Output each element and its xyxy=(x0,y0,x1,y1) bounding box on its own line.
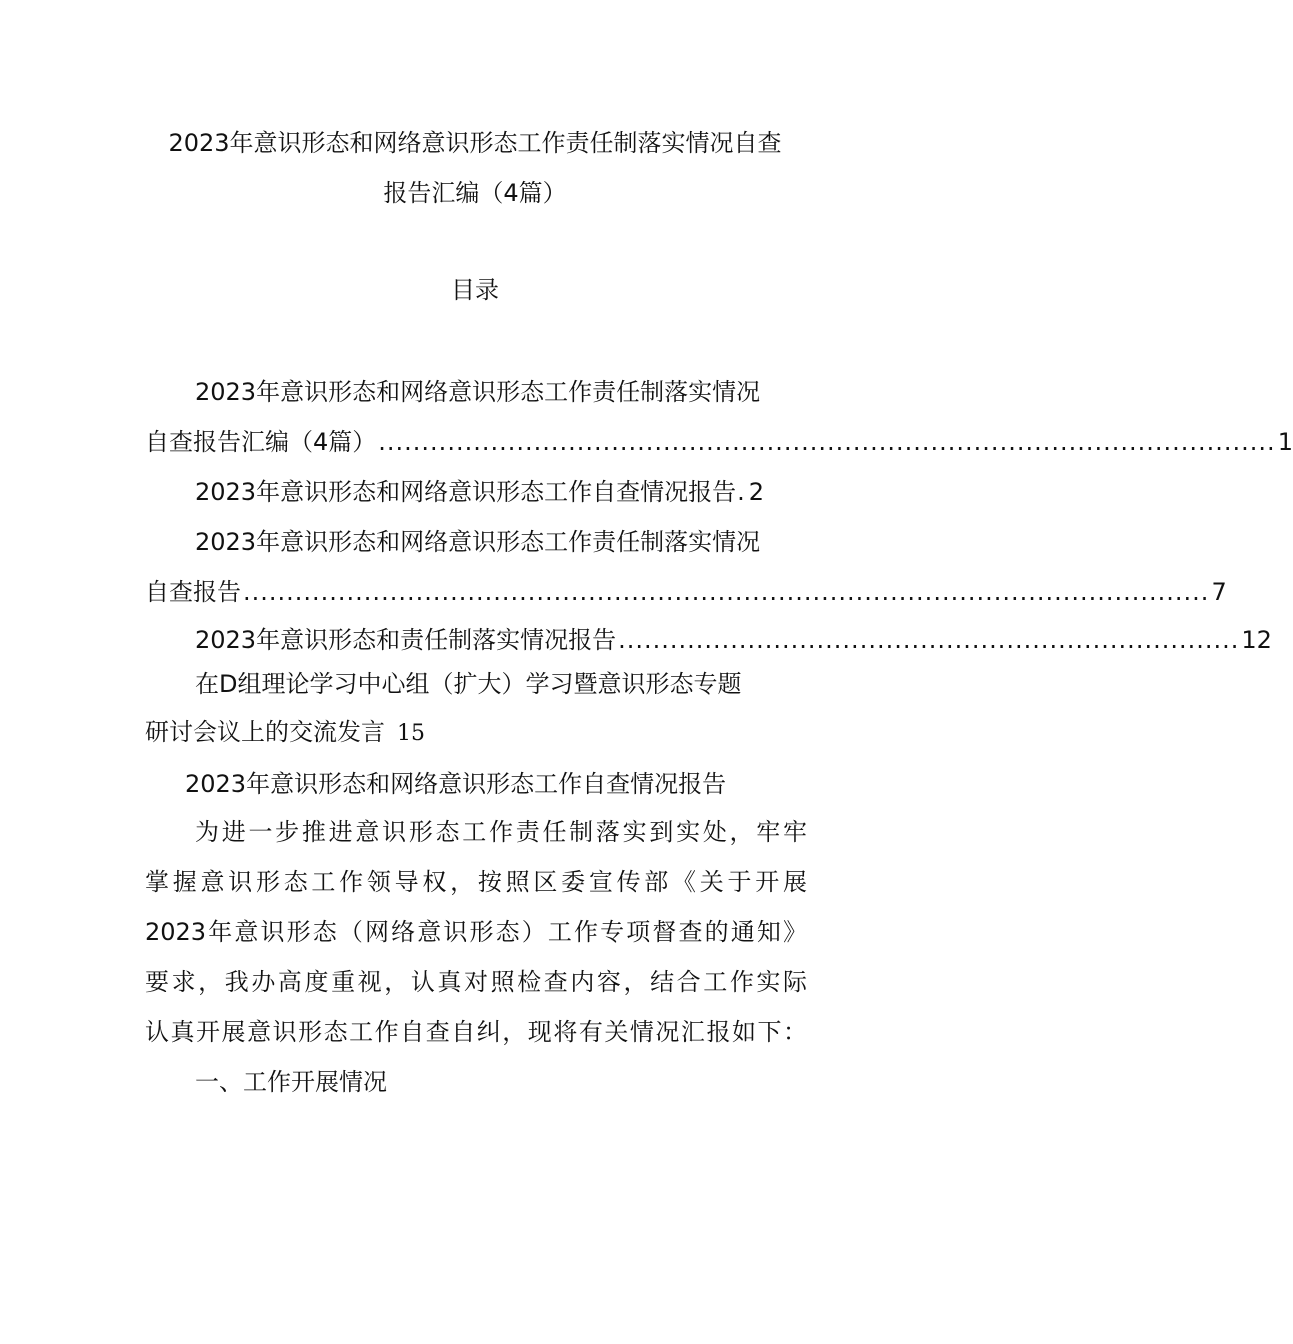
toc-entry-3-page: 7 xyxy=(1211,578,1227,606)
toc-leader-dots: . xyxy=(737,478,746,506)
toc-entry-4-title: 2023年意识形态和责任制落实情况报告 xyxy=(195,626,617,654)
toc-entry-1-line-1: 2023年意识形态和网络意识形态工作责任制落实情况 xyxy=(195,378,761,406)
toc-entry-2-title: 2023年意识形态和网络意识形态工作自查情况报告 xyxy=(195,478,737,506)
paragraph-line-3: 2023年意识形态（网络意识形态）工作专项督查的通知》 xyxy=(145,918,807,946)
toc-entry-5-line-2 xyxy=(145,712,807,752)
toc-entry-1-page: 1 xyxy=(1277,428,1293,456)
heading-1: 一、工作开展情况 xyxy=(195,1068,387,1096)
paragraph-line-2: 掌握意识形态工作领导权，按照区委宣传部《关于开展 xyxy=(145,868,807,896)
paragraph-line-5: 认真开展意识形态工作自查自纠，现将有关情况汇报如下： xyxy=(145,1018,807,1046)
toc-entry-3-line-2 xyxy=(145,572,1227,612)
paragraph-line-1: 为进一步推进意识形态工作责任制落实到实处，牢牢 xyxy=(195,818,807,846)
toc-entry-2 xyxy=(145,472,807,512)
toc-leader-dots: ........................................................................................................ xyxy=(378,428,1276,456)
toc-entry-5-title: 研讨会议上的交流发言 xyxy=(145,718,385,746)
doc-title-line-2: 报告汇编（4篇） xyxy=(383,179,567,207)
toc-entry-4-page: 12 xyxy=(1241,626,1272,654)
toc-leader-dots: ................................................................................................................ xyxy=(243,578,1210,606)
toc-entry-1-title: 自查报告汇编（4篇） xyxy=(145,428,377,456)
toc-entry-1-line-2 xyxy=(145,422,1293,462)
toc-entry-5-line-1: 在D组理论学习中心组（扩大）学习暨意识形态专题 xyxy=(195,670,742,698)
toc-entry-2-page: 2 xyxy=(748,478,764,506)
doc-title-line-1: 2023年意识形态和网络意识形态工作责任制落实情况自查 xyxy=(168,129,782,157)
toc-heading: 目录 xyxy=(451,276,499,304)
toc-entry-3-title: 自查报告 xyxy=(145,578,241,606)
toc-leader-dots: ........................................................................ xyxy=(618,626,1240,654)
toc-entry-4 xyxy=(145,620,1272,660)
toc-entry-5-page: 15 xyxy=(397,721,425,746)
section-title: 2023年意识形态和网络意识形态工作自查情况报告 xyxy=(185,770,727,798)
paragraph-line-4: 要求，我办高度重视，认真对照检查内容，结合工作实际 xyxy=(145,968,807,996)
toc-entry-3-line-1: 2023年意识形态和网络意识形态工作责任制落实情况 xyxy=(195,528,761,556)
